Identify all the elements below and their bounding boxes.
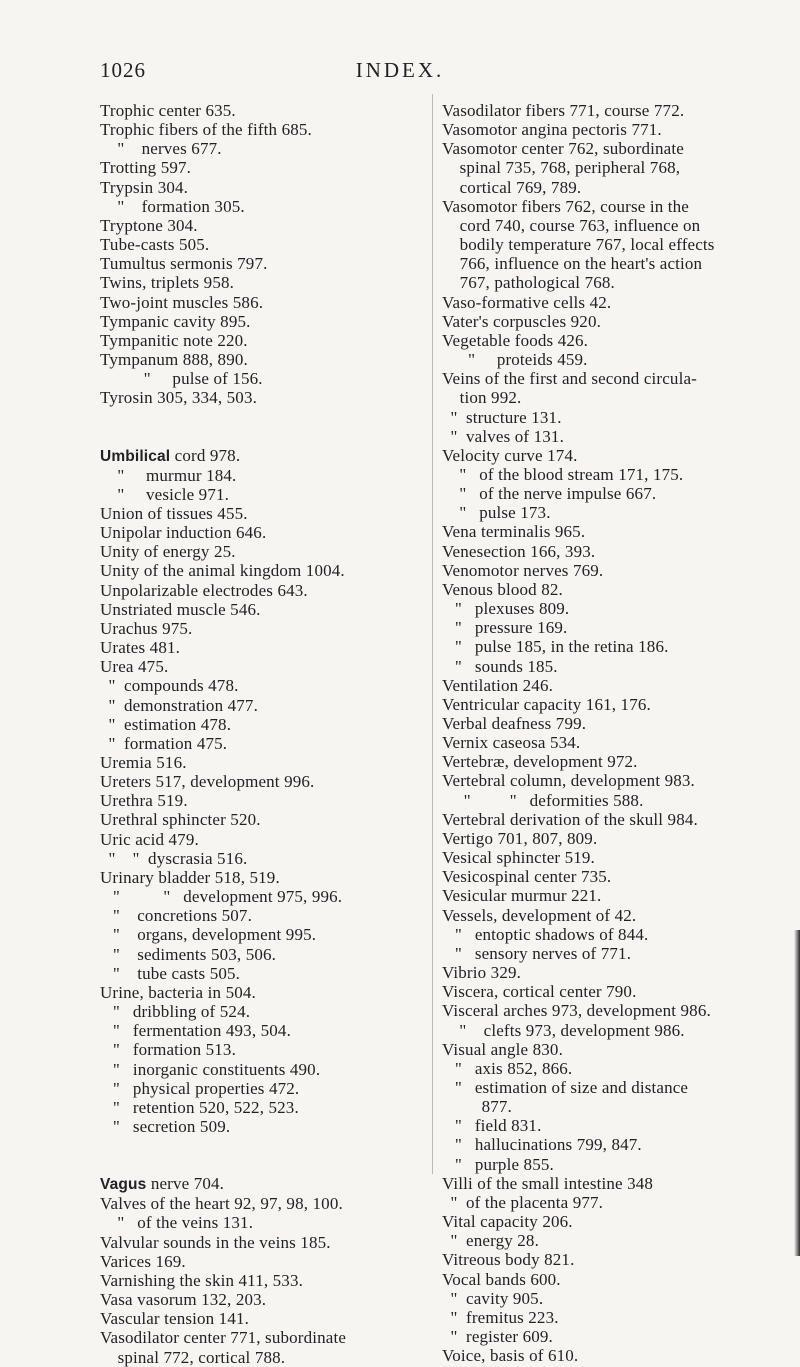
index-entry: '' sensory nerves of 771.: [442, 943, 632, 963]
index-entry: '' axis 852, 866.: [442, 1058, 573, 1078]
section-first-word: Vagus: [100, 1176, 147, 1194]
index-entry: Unstriated muscle 546.: [100, 599, 261, 619]
index-entry: 766, influence on the heart's action: [442, 254, 703, 274]
index-entry: '' cavity 905.: [442, 1288, 544, 1308]
index-entry: Venous blood 82.: [442, 579, 563, 599]
index-entry: Unipolar induction 646.: [100, 523, 267, 543]
index-entry: Viscera, cortical center 790.: [442, 982, 637, 1002]
index-entry: Vasa vasorum 132, 203.: [100, 1290, 267, 1310]
index-entry: '' inorganic constituents 490.: [100, 1059, 321, 1079]
index-entry: spinal 772, cortical 788.: [100, 1347, 286, 1367]
index-entry: Vascular tension 141.: [100, 1309, 250, 1329]
running-head: [0, 58, 800, 88]
index-entry: '' '' development 975, 996.: [100, 887, 343, 907]
running-title: INDEX.: [355, 58, 445, 82]
index-entry: '' formation 513.: [100, 1040, 236, 1060]
index-column-right: [442, 101, 768, 1365]
index-entry: Vasomotor fibers 762, course in the: [442, 196, 689, 216]
index-entry: Vertebral derivation of the skull 984.: [442, 809, 698, 829]
index-entry: Ventricular capacity 161, 176.: [442, 694, 651, 714]
index-entry: Verbal deafness 799.: [442, 714, 587, 733]
index-entry: '' estimation 478.: [100, 714, 232, 734]
index-entry: Vertebral column, development 983.: [442, 771, 695, 791]
index-entry: Villi of the small intestine 348: [442, 1173, 654, 1193]
index-entry: '' '' deformities 588.: [442, 790, 644, 810]
index-entry: '' pulse 173.: [442, 503, 551, 523]
index-entry: Trotting 597.: [100, 158, 192, 178]
page-number: 1026: [100, 58, 146, 82]
index-entry: [100, 1174, 422, 1194]
entry-text: cord 978.: [170, 445, 241, 465]
index-entry: '' physical properties 472.: [100, 1078, 300, 1098]
index-entry: Urates 481.: [100, 638, 181, 658]
index-entry: '' organs, development 995.: [100, 925, 317, 945]
index-entry: Uremia 516.: [100, 753, 187, 772]
index-entry: '' of the blood stream 171, 175.: [442, 464, 684, 484]
index-entry: Vesical sphincter 519.: [442, 848, 595, 868]
section-gap: [100, 408, 422, 446]
index-entry: Urethra 519.: [100, 791, 188, 811]
index-entry: Trypsin 304.: [100, 177, 189, 197]
index-entry: Vital capacity 206.: [442, 1212, 573, 1232]
index-entry: Unpolarizable electrodes 643.: [100, 580, 308, 600]
index-entry: Vesicospinal center 735.: [442, 867, 612, 887]
index-entry: '' sediments 503, 506.: [100, 944, 277, 964]
index-entry: '' energy 28.: [442, 1231, 539, 1251]
index-entry: Visual angle 830.: [442, 1039, 563, 1059]
index-entry: Unity of energy 25.: [100, 542, 236, 562]
index-entry: '' field 831.: [442, 1116, 542, 1136]
index-entry: Vernix caseosa 534.: [442, 733, 581, 753]
index-entry: '' register 609.: [442, 1327, 553, 1346]
index-entry: '' fremitus 223.: [442, 1307, 559, 1327]
index-column-left: [100, 101, 422, 1367]
index-entry: Vena terminalis 965.: [442, 522, 586, 542]
index-entry: Vasomotor center 762, subordinate: [442, 139, 684, 159]
index-entry: '' compounds 478.: [100, 676, 239, 696]
index-entry: Vessels, development of 42.: [442, 905, 637, 925]
index-entry: Urethral sphincter 520.: [100, 810, 261, 830]
index-entry: '' structure 131.: [442, 407, 562, 427]
index-entry: 877.: [442, 1097, 512, 1117]
index-entry: Vibrio 329.: [442, 963, 522, 983]
index-entry: bodily temperature 767, local effects: [442, 235, 715, 255]
index-entry: '' purple 855.: [442, 1154, 554, 1174]
index-entry: '' fermentation 493, 504.: [100, 1021, 291, 1041]
index-entry: '' estimation of size and distance: [442, 1077, 689, 1097]
index-entry: Varices 169.: [100, 1251, 186, 1271]
index-entry: '' of the veins 131.: [100, 1213, 254, 1233]
index-entry: '' proteids 459.: [442, 350, 588, 370]
index-entry: [100, 446, 422, 466]
index-entry: '' formation 475.: [100, 733, 228, 753]
index-entry: '' pulse of 156.: [100, 369, 263, 389]
index-entry: Vitreous body 821.: [442, 1250, 575, 1270]
page-edge-shadow: [794, 930, 800, 1256]
index-entry: Urinary bladder 518, 519.: [100, 867, 280, 887]
index-entry: spinal 735, 768, peripheral 768,: [442, 158, 681, 178]
index-entry: '' pulse 185, in the retina 186.: [442, 637, 669, 657]
index-entry: Vesicular murmur 221.: [442, 886, 602, 906]
index-entry: Two-joint muscles 586.: [100, 292, 264, 312]
index-entry: Vertigo 701, 807, 809.: [442, 828, 598, 848]
index-entry: Vater's corpuscles 920.: [442, 311, 601, 331]
section-first-word: Umbilical: [100, 447, 171, 465]
section-gap: [100, 1136, 422, 1174]
index-entry: Tube-casts 505.: [100, 235, 210, 255]
index-entry: Urea 475.: [100, 657, 169, 677]
index-entry: '' '' dyscrasia 516.: [100, 848, 248, 868]
index-entry: Trophic center 635.: [100, 101, 236, 120]
index-entry: Urine, bacteria in 504.: [100, 982, 256, 1002]
index-entry: '' entoptic shadows of 844.: [442, 924, 649, 944]
index-entry: Vertebræ, development 972.: [442, 752, 638, 772]
index-entry: '' concretions 507.: [100, 906, 252, 926]
index-entry: '' of the placenta 977.: [442, 1192, 604, 1212]
index-entry: Venesection 166, 393.: [442, 541, 596, 561]
index-entry: Vasomotor angina pectoris 771.: [442, 120, 662, 140]
index-entry: Varnishing the skin 411, 533.: [100, 1270, 303, 1290]
index-entry: tion 992.: [442, 388, 522, 408]
index-entry: '' of the nerve impulse 667.: [442, 484, 657, 504]
index-entry: Vaso-formative cells 42.: [442, 292, 612, 312]
index-entry: Vasodilator center 771, subordinate: [100, 1328, 347, 1348]
index-entry: Unity of the animal kingdom 1004.: [100, 561, 345, 581]
index-entry: Ventilation 246.: [442, 675, 553, 695]
index-entry: Trophic fibers of the fifth 685.: [100, 120, 312, 140]
index-entry: '' vesicle 971.: [100, 484, 230, 504]
index-entry: Valvular sounds in the veins 185.: [100, 1232, 331, 1252]
index-entry: Valves of the heart 92, 97, 98, 100.: [100, 1194, 343, 1214]
index-entry: Vocal bands 600.: [442, 1269, 561, 1289]
index-entry: Vegetable foods 426.: [442, 330, 589, 350]
index-entry: Visceral arches 973, development 986.: [442, 1001, 711, 1021]
index-entry: Tympanic cavity 895.: [100, 311, 251, 331]
index-entry: Tympanum 888, 890.: [100, 350, 248, 370]
entry-text: nerve 704.: [146, 1174, 225, 1194]
index-entry: '' valves of 131.: [442, 426, 564, 446]
index-entry: Velocity curve 174.: [442, 445, 578, 465]
index-entry: cord 740, course 763, influence on: [442, 215, 701, 235]
index-entry: Urachus 975.: [100, 618, 193, 638]
index-entry: Uric acid 479.: [100, 829, 199, 849]
index-entry: Tyrosin 305, 334, 503.: [100, 388, 257, 408]
index-entry: '' hallucinations 799, 847.: [442, 1135, 642, 1155]
index-entry: '' formation 305.: [100, 196, 245, 216]
index-entry: '' retention 520, 522, 523.: [100, 1097, 299, 1117]
index-entry: Voice, basis of 610.: [442, 1346, 579, 1366]
index-entry: '' tube casts 505.: [100, 963, 241, 983]
index-entry: Union of tissues 455.: [100, 503, 248, 523]
index-entry: '' plexuses 809.: [442, 599, 570, 619]
index-entry: '' murmur 184.: [100, 465, 237, 485]
index-entry: Tryptone 304.: [100, 215, 198, 235]
index-entry: Twins, triplets 958.: [100, 273, 235, 293]
index-entry: Ureters 517, development 996.: [100, 772, 315, 792]
column-divider: [432, 94, 433, 1174]
index-entry: Tympanitic note 220.: [100, 330, 248, 350]
index-entry: '' sounds 185.: [442, 656, 558, 676]
index-entry: '' secretion 509.: [100, 1116, 231, 1136]
index-entry: Vasodilator fibers 771, course 772.: [442, 101, 685, 120]
index-entry: 767, pathological 768.: [442, 273, 615, 293]
index-entry: Venomotor nerves 769.: [442, 560, 604, 580]
index-entry: '' pressure 169.: [442, 618, 568, 638]
index-entry: Veins of the first and second circula-: [442, 369, 697, 389]
index-entry: '' dribbling of 524.: [100, 1002, 251, 1022]
index-entry: '' demonstration 477.: [100, 695, 258, 715]
index-entry: '' nerves 677.: [100, 139, 222, 159]
index-entry: Tumultus sermonis 797.: [100, 254, 268, 274]
index-entry: '' clefts 973, development 986.: [442, 1020, 685, 1040]
index-entry: cortical 769, 789.: [442, 177, 582, 197]
